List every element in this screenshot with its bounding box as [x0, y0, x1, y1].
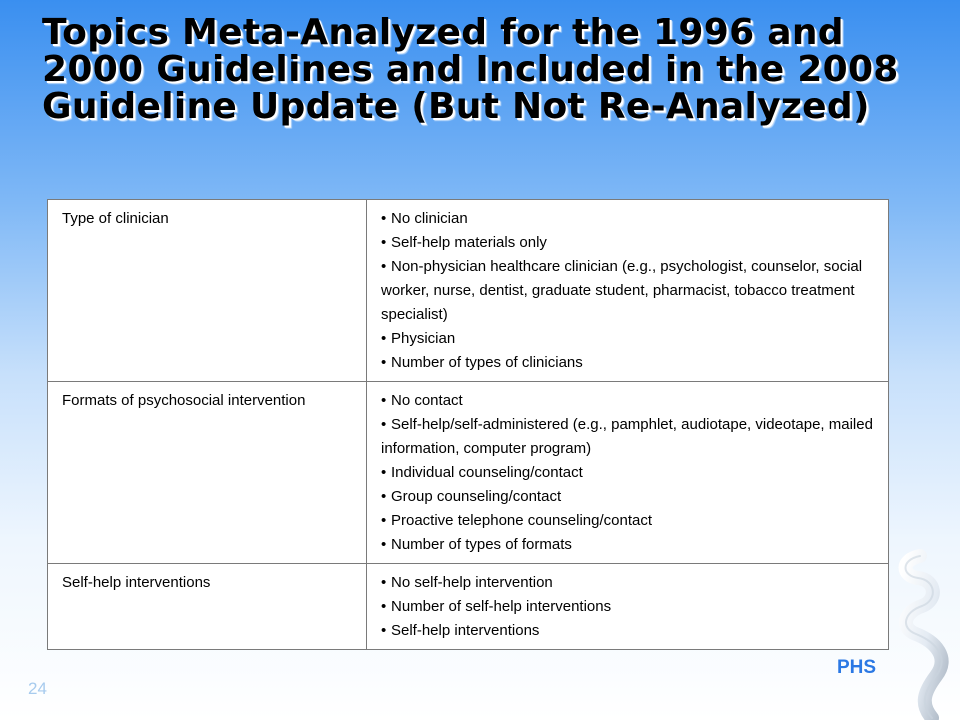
bullet-icon: • — [381, 330, 387, 347]
table-row — [48, 382, 889, 564]
bullet-icon: • — [381, 574, 387, 591]
bullet-icon: • — [381, 210, 387, 227]
topic-label: Formats of psychosocial intervention — [62, 392, 306, 409]
list-item: • Number of types of formats — [381, 533, 880, 557]
list-item: • Number of types of clinicians — [381, 351, 880, 375]
table-row — [48, 200, 889, 382]
bullet-icon: • — [381, 512, 387, 529]
items-cell — [367, 200, 889, 382]
list-item: • Self-help interventions — [381, 619, 880, 643]
phs-swirl-logo-icon — [880, 548, 960, 720]
item-list — [381, 207, 880, 375]
list-item: • Self-help/self-administered (e.g., pamphlet, audiotape, videotape, mailed information, computer program) — [381, 413, 880, 461]
topic-label: Type of clinician — [62, 210, 169, 227]
topic-cell — [48, 200, 367, 382]
list-item: • Non-physician healthcare clinician (e.g., psychologist, counselor, social worker, nurse, dentist, graduate student, pharmacist, tobacco treatment specialist) — [381, 255, 880, 327]
list-item: • No clinician — [381, 207, 880, 231]
bullet-icon: • — [381, 622, 387, 639]
items-cell — [367, 564, 889, 650]
list-item: • Physician — [381, 327, 880, 351]
topic-cell — [48, 382, 367, 564]
bullet-icon: • — [381, 416, 387, 433]
topic-cell — [48, 564, 367, 650]
list-item: • Self-help materials only — [381, 231, 880, 255]
list-item: • No self-help intervention — [381, 571, 880, 595]
items-cell — [367, 382, 889, 564]
page-number: 24 — [28, 679, 47, 698]
item-list — [381, 389, 880, 557]
topic-label: Self-help interventions — [62, 574, 211, 591]
list-item: • No contact — [381, 389, 880, 413]
bullet-icon: • — [381, 234, 387, 251]
phs-logo-label: PHS — [837, 657, 877, 678]
bullet-icon: • — [381, 354, 387, 371]
bullet-icon: • — [381, 598, 387, 615]
table-row — [48, 564, 889, 650]
slide-title: Topics Meta-Analyzed for the 1996 and 2000 Guidelines and Included in the 2008 Guideline Update (But Not Re-Analyzed) — [42, 12, 899, 127]
item-list — [381, 571, 880, 643]
list-item: • Individual counseling/contact — [381, 461, 880, 485]
bullet-icon: • — [381, 258, 387, 275]
bullet-icon: • — [381, 464, 387, 481]
bullet-icon: • — [381, 488, 387, 505]
list-item: • Proactive telephone counseling/contact — [381, 509, 880, 533]
topics-table — [47, 199, 889, 650]
list-item: • Number of self-help interventions — [381, 595, 880, 619]
list-item: • Group counseling/contact — [381, 485, 880, 509]
bullet-icon: • — [381, 536, 387, 553]
bullet-icon: • — [381, 392, 387, 409]
